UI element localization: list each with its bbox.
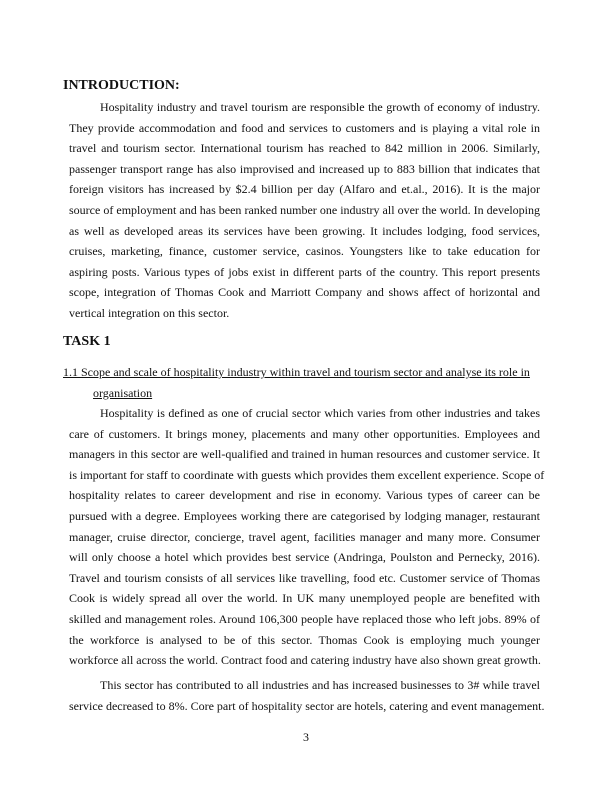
section-1-1-heading	[63, 362, 540, 403]
text-line: Hospitality is defined as one of crucial sector which varies from other industries and takes	[100, 406, 540, 420]
text-line: travel and tourism sector. International tourism has reached to 842 million in 2006. Similarly,	[69, 141, 540, 156]
text-line: workforce all across the world. Contract food and catering industry have also shown great growth.	[69, 653, 541, 668]
text-line: managers in this sector are well-qualified and trained in human resources and customer service. It	[69, 447, 540, 462]
text-line: the workforce is analysed to be of this sector. Thomas Cook is employing much younger	[69, 632, 540, 647]
text-line: Cook is widely spread all over the world. In UK many unemployed people are benefited with	[69, 591, 540, 606]
text-line: scope, integration of Thomas Cook and Marriott Company and shows affect of horizontal and	[69, 285, 540, 300]
section-1-1-heading-line2	[63, 383, 540, 404]
text-line: Hospitality industry and travel tourism are responsible the growth of economy of industry.	[100, 100, 540, 114]
text-line: They provide accommodation and food and services to customers and is playing a vital role in	[69, 120, 540, 135]
text-line: passenger transport range has also improvised and increased up to 883 billion that indicates that	[69, 161, 540, 176]
page-number: 3	[303, 730, 309, 744]
section-1-1-heading-line2-text: organisation	[93, 385, 153, 400]
text-line: as well as developed areas its services have been growing. It includes lodging, food services,	[69, 223, 540, 238]
text-line: skilled and management roles. Around 106,300 people have replaced those who left jobs. 89% of	[69, 611, 540, 626]
text-line: source of employment and has been ranked number one industry all over the world. In developing	[69, 202, 540, 217]
text-line: is important for staff to coordinate with guests which provides them excellent experience. Scope of	[69, 467, 545, 482]
text-line: manager, cruise director, concierge, travel agent, facilities manager and many more. Consumer	[69, 529, 540, 544]
task1-paragraph-2	[69, 675, 545, 716]
text-line: pursued with a degree. Employees working there are categorised by lodging manager, restaurant	[69, 508, 540, 523]
text-line: will only choose a hotel which provides best service (Andringa, Poulston and Pernecky, 2016).	[69, 550, 540, 565]
text-line: vertical integration on this sector.	[69, 305, 230, 320]
text-line: Travel and tourism consists of all services like travelling, food etc. Customer service of Thomas	[69, 570, 540, 585]
text-line: service decreased to 8%. Core part of hospitality sector are hotels, catering and event management.	[69, 698, 545, 713]
task1-heading: TASK 1	[63, 334, 111, 349]
text-line: aspiring posts. Various types of jobs exist in different parts of the country. This report presents	[69, 264, 540, 279]
text-line: hospitality relates to career development and rise in economy. Various types of career can be	[69, 488, 540, 503]
text-line: cruises, marketing, finance, customer service, casinos. Youngsters like to take education for	[69, 244, 540, 259]
introduction-paragraph	[69, 97, 540, 324]
text-line: care of customers. It brings money, placements and many other opportunities. Employees and	[69, 426, 540, 441]
section-1-1-heading-line1: 1.1 Scope and scale of hospitality industry within travel and tourism sector and analyse its role in	[63, 365, 530, 379]
task1-paragraph-1	[69, 403, 545, 671]
text-line: This sector has contributed to all industries and has increased businesses to 3# while travel	[100, 678, 540, 692]
text-line: foreign visitors has increased by $2.4 billion per day (Alfaro and et.al., 2016). It is the major	[69, 182, 540, 197]
introduction-heading: INTRODUCTION:	[63, 78, 180, 93]
